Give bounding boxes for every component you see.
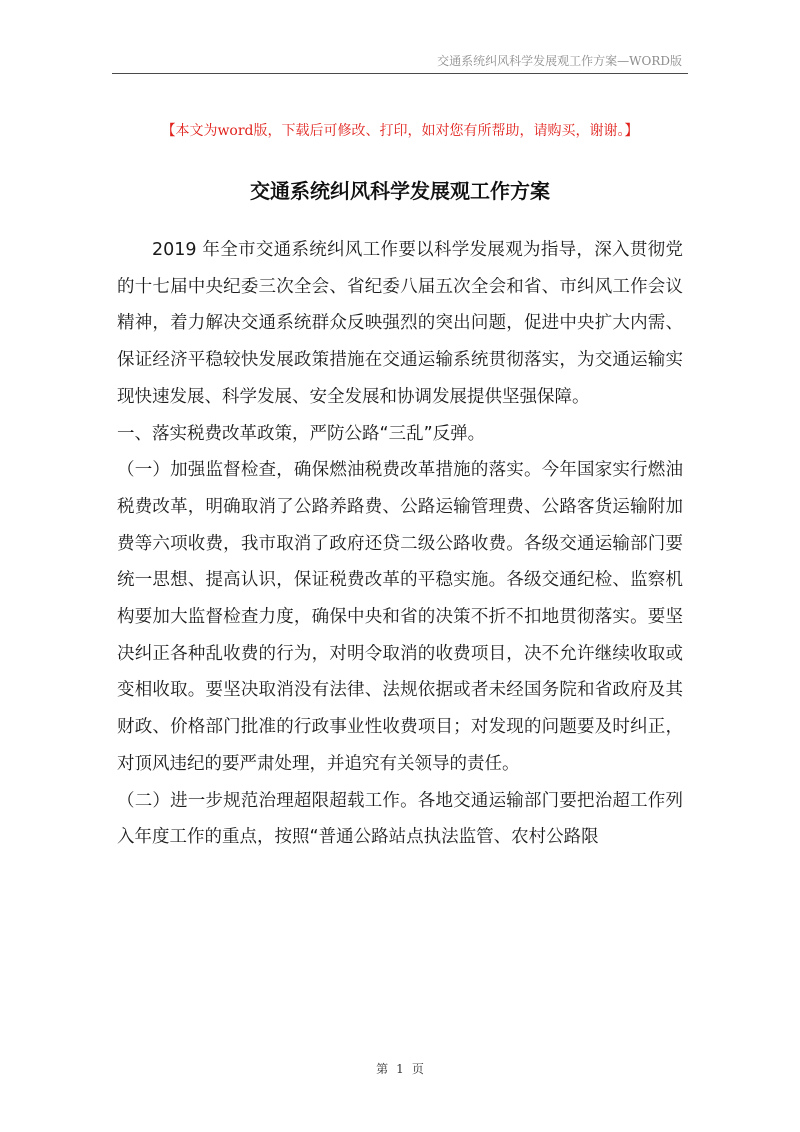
purchase-notice: 【本文为word版，下载后可修改、打印，如对您有所帮助，请购买，谢谢。】 [161, 123, 639, 139]
paragraph-subsection-2: （二）进一步规范治理超限超载工作。各地交通运输部门要把治超工作列入年度工作的重点，按照“普通公路站点执法监管、农村公路限 [117, 790, 683, 848]
paragraph-subsection-1: （一）加强监督检查，确保燃油税费改革措施的落实。今年国家实行燃油税费改革，明确取消了公路养路费、公路运输管理费、公路客货运输附加费等六项收费，我市取消了政府还贷二级公路收费。各级交通运输部门要统一思想、提高认识，保证税费改革的平稳实施。各级交通纪检、监察机构要加大监督检查力度，确保中央和省的决策不折不扣地贯彻落实。要坚决纠正各种乱收费的行为，对明令取消的收费项目，决不允许继续收取或变相收取。要坚决取消没有法律、法规依据或者未经国务院和省政府及其财政、价格部门批准的行政事业性收费项目；对发现的问题要及时纠正，对顶风违纪的要严肃处理，并追究有关领导的责任。 [117, 460, 683, 774]
document-body [117, 232, 683, 856]
page-footer [0, 1060, 800, 1077]
running-header: 交通系统纠风科学发展观工作方案—WORD版 [437, 54, 682, 68]
page-suffix: 页 [411, 1062, 424, 1076]
section-heading-1: 一、落实税费改革政策，严防公路“三乱”反弹。 [117, 423, 486, 444]
document-title: 交通系统纠风科学发展观工作方案 [250, 179, 550, 203]
page-prefix: 第 [376, 1062, 389, 1076]
header-divider [112, 73, 688, 74]
paragraph-intro: 2019 年全市交通系统纠风工作要以科学发展观为指导，深入贯彻党的十七届中央纪委三次全会、省纪委八届五次全会和省、市纠风工作会议精神，着力解决交通系统群众反映强烈的突出问题，促进中央扩大内需、保证经济平稳较快发展政策措施在交通运输系统贯彻落实，为交通运输实现快速发展、科学发展、安全发展和协调发展提供坚强保障。 [117, 240, 683, 407]
page-number: 1 [396, 1062, 404, 1076]
